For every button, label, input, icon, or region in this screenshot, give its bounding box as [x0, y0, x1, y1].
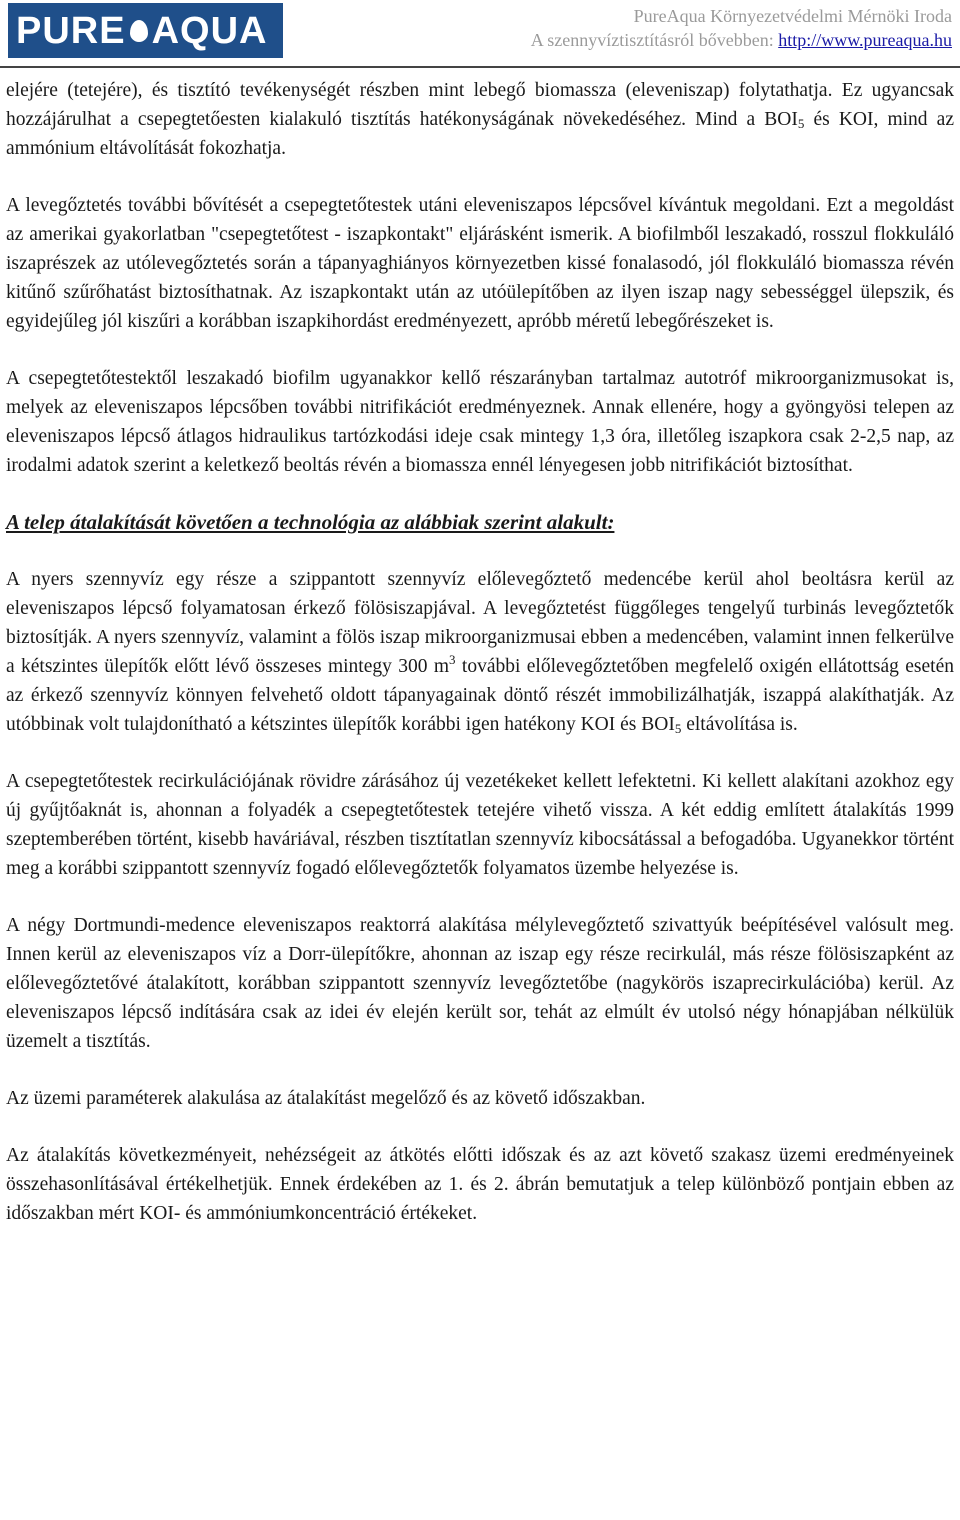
water-drop-icon [130, 20, 148, 42]
header-info [531, 4, 952, 52]
tagline-prefix: A szennyvíztisztításról bővebben: [530, 30, 779, 50]
document-body [6, 76, 954, 1256]
header-divider [0, 66, 960, 68]
tagline [531, 28, 952, 52]
superscript: 3 [449, 652, 456, 667]
paragraph-1 [6, 76, 954, 163]
section-heading: A telep átalakítását követően a technológia az alábbiak szerint alakult: [6, 510, 615, 534]
paragraph-3: A csepegtetőtestektől leszakadó biofilm ugyanakkor kellő részarányban tartalmaz autotróf mikroorganizmusokat is, melyek az eleveniszapos lépcsőben további nitrifikációt eredményeznek. Annak ellenére, hogy a gyöngyösi telepen az eleveniszapos lépcső átlagos hidraulikus tartózkodási ideje csak mintegy 1,3 óra, illetőleg iszapkora csak 2-2,5 nap, az irodalmi adatok szerint a keletkező beoltás révén a biomassza ennél lényegesen jobb nitrifikációt biztosíthat. [6, 368, 954, 476]
pureaqua-logo [8, 3, 283, 58]
paragraph-4-text: A nyers szennyvíz egy része a szippantott szennyvíz előlevegőztető medencébe kerül ahol beoltásra kerül az eleveniszapos lépcső folyamatosan érkező fölösiszapjával. A levegőztetést függőleges tengelyű turbinás levegőztetők biztosítják. A nyers szennyvíz, valamint a fölös iszap mikroorganizmusai ebben a medencében, valamint innen felkerülve a kétszintes ülepítők előtt lévő összeses mintegy 300 m [6, 569, 954, 677]
subscript: 5 [674, 721, 682, 736]
paragraph-1-text: elejére (tetejére), és tisztító tevékenységét részben mint lebegő biomassza (eleveniszap) folytathatja. Ez ugyancsak hozzájárulhat a csepegtetőesten kialakuló tisztítás hatékonyságának növekedéséhez. Mind a BOI [6, 80, 954, 130]
paragraph-5: A csepegtetőtestek recirkulációjának rövidre zárásához új vezetékeket kellett lefektetni. Ki kellett alakítani azokhoz egy új gyűjtőaknát is, ahonnan a folyadék a csepegtetőtestek tetejére vihető vissza. A két eddig említett átalakítás 1999 szeptemberében történt, kisebb haváriával, részben tisztítatlan szennyvíz kibocsátással a befogadóba. Ugyanekkor történt meg a korábbi szippantott szennyvíz fogadó előlevegőztetők folyamatos üzembe helyezése is. [6, 771, 954, 879]
logo-text-pure: PURE [16, 9, 126, 52]
company-name: PureAqua Környezetvédelmi Mérnöki Iroda [633, 6, 952, 26]
website-link[interactable]: http://www.pureaqua.hu [778, 30, 952, 50]
subscript: 5 [797, 116, 805, 131]
paragraph-2: A levegőztetés további bővítését a csepegtetőtestek utáni eleveniszapos lépcsővel kívántuk megoldani. Ezt a megoldást az amerikai gyakorlatban "csepegtetőtest - iszapkontakt" eljárásként ismerik. A biofilmből leszakadó, rosszul flokkuláló iszaprészek az utólevegőztetés során a tápanyaghiányos környezetben kissé fonalasodó, jól flokkuláló biomassza révén kitűnő szűrőhatást biztosíthatnak. Az iszapkontakt után az utóülepítőben az ilyen iszap nagy sebességgel ülepszik, és egyidejűleg jól kiszűri a korábban iszapkihordást eredményezett, apróbb méretű lebegőrészeket is. [6, 195, 954, 332]
paragraph-4-end: eltávolítása is. [681, 714, 798, 735]
page-header [0, 0, 960, 64]
paragraph-4-text-2: további előlevegőztetőben megfelelő oxigén ellátottság esetén az érkező szennyvíz könnyen felvehető oldott tápanyagainak döntő részét immobilizálhatják, iszappá alakíthatják. Az utóbbinak volt tulajdonítható a kétszintes ülepítők korábbi igen hatékony KOI és BOI [6, 656, 954, 735]
logo-text-aqua: AQUA [151, 9, 268, 52]
paragraph-4 [6, 565, 954, 739]
paragraph-1-end: és KOI, mind az ammónium eltávolítását fokozhatja. [6, 109, 954, 159]
paragraph-6: A négy Dortmundi-medence eleveniszapos reaktorrá alakítása mélylevegőztető szivattyúk beépítésével valósult meg. Innen kerül az eleveniszapos víz a Dorr-ülepítőkre, ahonnan az iszap egy része recirkulál, más része fölösiszapként az előlevegőztetővé átalakított, korábban szippantott szennyvíz levegőztetőbe (nagykörös iszaprecirkulációba) kerül. Az eleveniszapos lépcső indítására csak az idei év elején került sor, tehát az elmúlt év utolsó négy hónapjában nélkülük üzemelt a tisztítás. [6, 915, 954, 1052]
paragraph-7: Az üzemi paraméterek alakulása az átalakítást megelőző és az követő időszakban. [6, 1088, 646, 1109]
paragraph-8: Az átalakítás következményeit, nehézségeit az átkötés előtti időszak és az azt követő szakasz üzemi eredményeinek összehasonlításával értékelhetjük. Ennek érdekében az 1. és 2. ábrán bemutatjuk a telep különböző pontjain ebben az időszakban mért KOI- és ammóniumkoncentráció értékeket. [6, 1145, 954, 1224]
